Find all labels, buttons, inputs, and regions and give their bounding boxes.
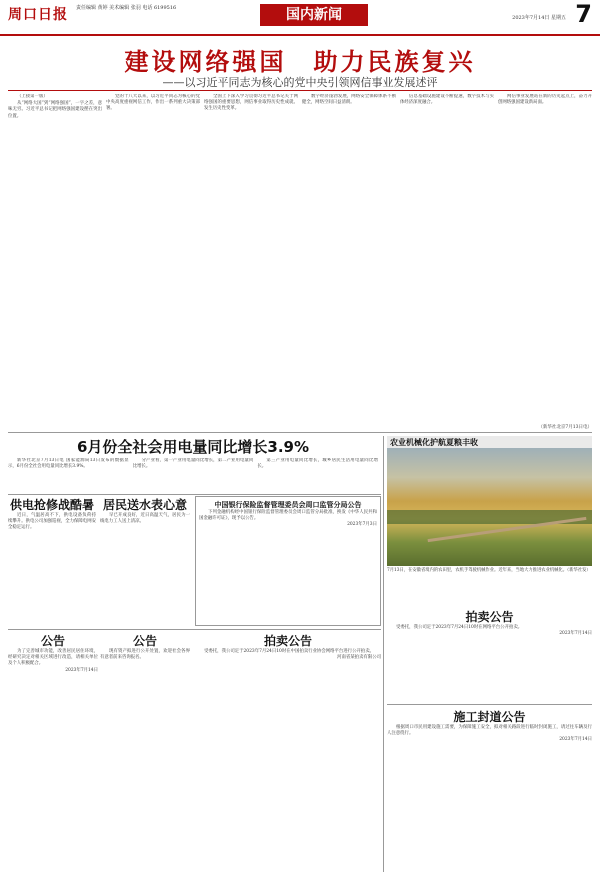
page-number: 7 bbox=[575, 0, 592, 28]
paragraph: 第三产业用电量同比增长，城乡居民生活用电量同比增长。 bbox=[257, 458, 379, 470]
paragraph: 近日，气温居高不下，供电设备负荷持续攀升。供电公司加强巡视，全力保障电网安全稳定运行。 bbox=[8, 513, 96, 531]
notice-section bbox=[8, 632, 98, 872]
road-closure-notice bbox=[387, 708, 592, 868]
paragraph: 新华社北京7月13日电 国家能源局13日发布的数据显示，6月份全社会用电量同比增长3.9%。 bbox=[8, 458, 129, 470]
road-closure-title: 施工封道公告 bbox=[453, 710, 526, 724]
supply-headline: 供电抢修战酷暑 bbox=[9, 498, 94, 512]
section-divider bbox=[8, 494, 381, 495]
paragraph: 网信事业发展站在新的历史起点上，奋力开创网络强国建设新局面。 bbox=[498, 94, 592, 106]
paragraph: 从“网络大国”到“网络强国”，一字之差，意味无穷。习近平总书记把网络强国建设摆在突出位置。 bbox=[8, 101, 102, 119]
issue-date: 2023年7月14日 星期五 bbox=[512, 15, 566, 21]
notice-body bbox=[8, 649, 98, 668]
paragraph: 根据周口市民用建设施工需要，为保障施工安全，拟对相关路段进行临时封闭施工，请过往车辆及行人注意绕行。 bbox=[387, 725, 592, 737]
regulatory-date: 2023年7月3日 bbox=[347, 522, 377, 528]
article-body bbox=[8, 94, 592, 430]
paragraph: （上接第一版） bbox=[17, 94, 48, 99]
electricity-column bbox=[8, 458, 129, 492]
masthead bbox=[0, 0, 600, 36]
electricity-column bbox=[133, 458, 254, 492]
electricity-column bbox=[257, 458, 378, 492]
newspaper-logo: 周口日报 bbox=[8, 7, 68, 23]
paragraph: 信息基础设施建设不断提速，数字技术与实体经济深度融合。 bbox=[400, 94, 494, 106]
notice-title: 公告 bbox=[40, 634, 65, 648]
photo-caption: 7月13日，在安徽省境内的农田里，农机手驾驶机械作业。近年来，当地大力推进农业机械化。（新华社发） bbox=[387, 568, 591, 573]
auction-body bbox=[100, 649, 190, 661]
auction-notice-3 bbox=[387, 608, 592, 698]
auction-date: 2023年7月14日 bbox=[559, 631, 592, 637]
paragraph: 全国上下深入学习贯彻习近平总书记关于网络强国的重要思想，网信事业取得历史性成就、发生历史性变革。 bbox=[204, 94, 298, 112]
masthead-meta: 责任编辑 黄婷 美术编辑 张羽 电话 6199516 bbox=[76, 5, 177, 11]
photo-title: 农业机械化护航夏粮丰收 bbox=[387, 436, 592, 449]
road-closure-date: 2023年7月14日 bbox=[559, 737, 592, 743]
auction-title: 拍卖公告 bbox=[465, 610, 514, 624]
article-column bbox=[302, 94, 396, 430]
section-divider bbox=[8, 629, 381, 630]
auction-title: 公告 bbox=[132, 634, 157, 648]
paragraph: 现有资产拟进行公开处置，欢迎社会各界有意者前来咨询报名。 bbox=[100, 649, 190, 661]
auction-notice-2 bbox=[195, 632, 381, 872]
auction-notice-1 bbox=[100, 632, 190, 872]
paragraph: 受委托，我公司定于2023年7月24日10时在中国拍卖行业协会网络平台进行公开拍卖。 bbox=[204, 649, 375, 654]
supply-body bbox=[8, 513, 96, 532]
paragraph: 数字经济蓬勃发展，网络安全保障体系不断健全，网络空间日益清朗。 bbox=[302, 94, 396, 106]
subheadline: ——以习近平同志为核心的党中央引领网信事业发展述评 bbox=[162, 76, 438, 89]
auction-title: 拍卖公告 bbox=[263, 634, 312, 648]
resident-headline: 居民送水表心意 bbox=[102, 498, 187, 512]
paragraph: 为了完善城市功能，改善居民居住环境，经研究决定对相关区域进行改造，请相关单位及个人积极配合。 bbox=[8, 649, 98, 667]
column-divider bbox=[383, 436, 384, 872]
resident-body bbox=[100, 513, 190, 525]
article-column bbox=[400, 94, 494, 430]
article-column bbox=[204, 94, 298, 430]
headline-rule bbox=[8, 90, 592, 91]
auction-footer: 河南省某拍卖有限公司 bbox=[337, 655, 381, 661]
regulatory-body bbox=[199, 510, 377, 522]
main-headline: 建设网络强国 助力民族复兴 bbox=[124, 48, 476, 76]
section-banner: 国内新闻 bbox=[260, 4, 368, 26]
resident-section bbox=[100, 496, 190, 626]
paragraph: 受委托，我公司定于2023年7月24日10时在网络平台公开拍卖。 bbox=[396, 625, 523, 630]
electricity-body bbox=[8, 458, 378, 492]
section-divider bbox=[8, 432, 592, 433]
paragraph: 早已开成良好，近日高温天气，居民为一线电力工人送上清凉。 bbox=[100, 513, 190, 525]
notice-date: 2023年7月14日 bbox=[65, 667, 98, 673]
article-column bbox=[8, 94, 102, 430]
section-divider bbox=[387, 704, 592, 705]
paragraph: 分产业看，第一产业用电量同比增长，第二产业用电量同比增长。 bbox=[132, 458, 254, 470]
article-column bbox=[498, 94, 592, 430]
paragraph: 下列金融机构经中国银行保险监督管理委员会周口监管分局批准，换发《中华人民共和国金融许可证》，现予以公告。 bbox=[199, 510, 377, 522]
road-closure-body bbox=[387, 725, 592, 737]
paragraph: 党的十八大以来，以习近平同志为核心的党中央高度重视网信工作，作出一系列重大决策部署。 bbox=[106, 94, 200, 112]
wheat-field-photo bbox=[387, 448, 592, 566]
regulatory-notice bbox=[195, 496, 381, 626]
supply-section bbox=[8, 496, 96, 626]
regulatory-title: 中国银行保险监督管理委员会周口监管分局公告 bbox=[214, 501, 362, 509]
electricity-headline: 6月份全社会用电量同比增长3.9% bbox=[76, 438, 310, 456]
article-byline: （新华社北京7月13日电） bbox=[538, 425, 592, 430]
article-column bbox=[106, 94, 200, 430]
